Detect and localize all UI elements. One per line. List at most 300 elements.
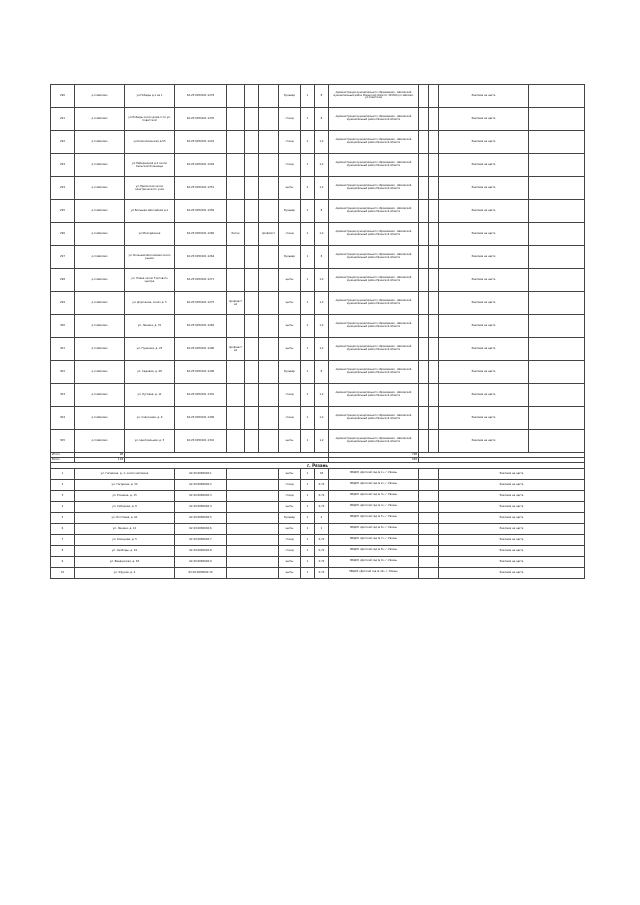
address-cell: ул.Молодёжная bbox=[125, 223, 175, 246]
address-cell: ул. Новая около Торгового центра bbox=[125, 269, 175, 292]
technology-cell bbox=[259, 338, 279, 361]
quantity-cell: 1 bbox=[301, 131, 315, 154]
quantity-cell: 1 bbox=[301, 534, 315, 545]
empty-cell bbox=[529, 154, 585, 177]
empty-cell bbox=[429, 131, 439, 154]
floor-cell bbox=[245, 108, 259, 131]
empty-cell bbox=[419, 200, 429, 223]
row-number-cell: 297 bbox=[51, 246, 75, 269]
empty-cell bbox=[227, 468, 279, 479]
area-cell: 1,2 bbox=[315, 131, 329, 154]
purpose-cell: Реклама на щите bbox=[439, 501, 585, 512]
empty-cell bbox=[419, 567, 439, 578]
quantity-cell: 1 bbox=[301, 479, 315, 490]
empty-cell bbox=[429, 108, 439, 131]
empty-cell bbox=[429, 292, 439, 315]
address-cell: ул.Победы д.1 кв 1 bbox=[125, 85, 175, 108]
quantity-cell: 1 bbox=[301, 108, 315, 131]
technology-cell bbox=[259, 154, 279, 177]
empty-cell bbox=[429, 315, 439, 338]
address-cell: ул. Есенина, д. 15 bbox=[75, 490, 175, 501]
area-cell: 1,2 bbox=[315, 315, 329, 338]
row-number-cell: 298 bbox=[51, 269, 75, 292]
wall-material-cell bbox=[227, 384, 245, 407]
purpose-cell: Реклама на щите bbox=[439, 269, 529, 292]
owner-description-cell: Администрация муниципального образования - Шиловский муниципальный район Рязанской области bbox=[329, 200, 419, 223]
purpose-cell: Реклама на щите bbox=[439, 534, 585, 545]
cadastral-number-cell: 62:25:0050101:1271 bbox=[175, 269, 227, 292]
empty-cell bbox=[419, 223, 429, 246]
settlement-cell: р.п.Шилово bbox=[75, 407, 125, 430]
total-label: Итого bbox=[51, 453, 75, 458]
owner-description-cell: МБДОУ «Детский сад № 5», г. Рязань bbox=[329, 512, 419, 523]
settlement-cell: р.п.Шилово bbox=[75, 384, 125, 407]
row-number-cell: 296 bbox=[51, 223, 75, 246]
sub-rows bbox=[51, 468, 585, 578]
empty-cell bbox=[227, 523, 279, 534]
area-cell: 0,72 bbox=[315, 567, 329, 578]
settlement-cell: р.п.Шилово bbox=[75, 338, 125, 361]
empty-cell bbox=[529, 85, 585, 108]
construction-type-cell: щиты bbox=[279, 292, 301, 315]
quantity-cell: 1 bbox=[301, 338, 315, 361]
technology-cell bbox=[259, 430, 279, 453]
empty-cell bbox=[529, 200, 585, 223]
owner-description-cell: Администрация муниципального образования - Шиловский муниципальный район Рязанской области bbox=[329, 338, 419, 361]
empty-cell bbox=[227, 556, 279, 567]
owner-description-cell: МБДОУ «Детский сад № 2», г. Рязань bbox=[329, 479, 419, 490]
empty-cell bbox=[429, 223, 439, 246]
empty-cell bbox=[529, 246, 585, 269]
table-row bbox=[51, 269, 585, 292]
table-row bbox=[51, 200, 585, 223]
purpose-cell: Реклама на щите bbox=[439, 545, 585, 556]
settlement-cell: р.п.Шилово bbox=[75, 223, 125, 246]
cadastral-number-cell: 62:25:0050101:1290 bbox=[175, 338, 227, 361]
quantity-cell: 1 bbox=[301, 490, 315, 501]
floor-cell bbox=[245, 177, 259, 200]
settlement-cell: р.п.Шилово bbox=[75, 292, 125, 315]
owner-description-cell: Администрация муниципального образования - Шиловский муниципальный район Рязанской области bbox=[329, 246, 419, 269]
construction-type-cell: щиты bbox=[279, 556, 301, 567]
area-cell: 0,72 bbox=[315, 501, 329, 512]
construction-type-cell: стенд bbox=[279, 384, 301, 407]
table-row bbox=[51, 556, 585, 567]
quantity-cell: 1 bbox=[301, 556, 315, 567]
row-number-cell: 303 bbox=[51, 384, 75, 407]
wall-material-cell: бетон bbox=[227, 223, 245, 246]
settlement-cell: р.п.Шилово bbox=[75, 430, 125, 453]
row-number-cell: 7 bbox=[51, 534, 75, 545]
empty-cell bbox=[227, 479, 279, 490]
row-number-cell: 2 bbox=[51, 479, 75, 490]
empty-cell bbox=[529, 292, 585, 315]
empty-cell bbox=[419, 246, 429, 269]
table-row bbox=[51, 479, 585, 490]
total-qty: 98 bbox=[75, 453, 125, 458]
row-number-cell: 294 bbox=[51, 177, 75, 200]
empty-cell bbox=[529, 177, 585, 200]
cadastral-number-cell: 62:29:0080092:7 bbox=[175, 534, 227, 545]
quantity-cell: 1 bbox=[301, 361, 315, 384]
section-title: г. Рязань bbox=[51, 462, 585, 468]
wall-material-cell bbox=[227, 407, 245, 430]
table-row bbox=[51, 338, 585, 361]
area-cell: 1,2 bbox=[315, 269, 329, 292]
purpose-cell: Реклама на щите bbox=[439, 131, 529, 154]
address-cell: ул. Большая Шоссейная около рынка bbox=[125, 246, 175, 269]
row-number-cell: 302 bbox=[51, 361, 75, 384]
row-number-cell: 304 bbox=[51, 407, 75, 430]
area-cell: 1,2 bbox=[315, 223, 329, 246]
settlement-cell: р.п.Шилово bbox=[75, 200, 125, 223]
cadastral-number-cell: 62:25:0050101:1264 bbox=[175, 246, 227, 269]
purpose-cell: Реклама на щите bbox=[439, 479, 585, 490]
empty-cell bbox=[429, 85, 439, 108]
row-number-cell: 299 bbox=[51, 292, 75, 315]
cadastral-number-cell: 62:25:0050101:1275 bbox=[175, 292, 227, 315]
empty-cell bbox=[419, 154, 429, 177]
settlement-cell: р.п.Шилово bbox=[75, 269, 125, 292]
floor-cell bbox=[245, 200, 259, 223]
row-number-cell: 5 bbox=[51, 512, 75, 523]
empty-cell bbox=[529, 108, 585, 131]
purpose-cell: Реклама на щите bbox=[439, 384, 529, 407]
area-cell: 1,2 bbox=[315, 292, 329, 315]
purpose-cell: Реклама на щите bbox=[439, 108, 529, 131]
cadastral-number-cell: 62:29:0080092:8 bbox=[175, 545, 227, 556]
empty-cell bbox=[419, 384, 429, 407]
construction-type-cell: бульвар bbox=[279, 512, 301, 523]
construction-type-cell: щиты bbox=[279, 501, 301, 512]
empty-cell bbox=[429, 384, 439, 407]
area-cell: 0,72 bbox=[315, 490, 329, 501]
address-cell: ул.Комсомольская д.53 bbox=[125, 131, 175, 154]
wall-material-cell bbox=[227, 85, 245, 108]
quantity-cell: 1 bbox=[301, 223, 315, 246]
wall-material-cell bbox=[227, 200, 245, 223]
quantity-cell: 1 bbox=[301, 523, 315, 534]
owner-description-cell: Администрация муниципального образования - Шиловский муниципальный район Рязанской области bbox=[329, 177, 419, 200]
row-number-cell: 292 bbox=[51, 131, 75, 154]
register-table bbox=[50, 84, 585, 579]
wall-material-cell bbox=[227, 315, 245, 338]
floor-cell bbox=[245, 384, 259, 407]
settlement-cell: р.п.Шилово bbox=[75, 85, 125, 108]
empty-cell bbox=[429, 177, 439, 200]
area-cell: 0,72 bbox=[315, 534, 329, 545]
empty-cell bbox=[529, 384, 585, 407]
empty-cell bbox=[529, 131, 585, 154]
cadastral-number-cell: 62:25:0050101:1235 bbox=[175, 108, 227, 131]
owner-description-cell: Администрация муниципального образования - Шиловский муниципальный район Рязанской области bbox=[329, 430, 419, 453]
empty-cell bbox=[227, 545, 279, 556]
cadastral-number-cell: 62:25:0050101:1256 bbox=[175, 200, 227, 223]
cadastral-number-cell: 62:25:0050101:1282 bbox=[175, 315, 227, 338]
empty-cell bbox=[529, 407, 585, 430]
purpose-cell: Реклама на щите bbox=[439, 177, 529, 200]
cadastral-number-cell: 62:25:0050101:1242 bbox=[175, 131, 227, 154]
cadastral-number-cell: 62:29:0080092:6 bbox=[175, 523, 227, 534]
technology-cell bbox=[259, 384, 279, 407]
table-row bbox=[51, 407, 585, 430]
purpose-cell: Реклама на щите bbox=[439, 246, 529, 269]
quantity-cell: 1 bbox=[301, 315, 315, 338]
total-area: 798 bbox=[329, 453, 419, 458]
empty-cell bbox=[419, 545, 439, 556]
area-cell: 1 bbox=[315, 523, 329, 534]
row-number-cell: 4 bbox=[51, 501, 75, 512]
area-cell: 8 bbox=[315, 85, 329, 108]
cadastral-number-cell: 62:25:0050101:1301 bbox=[175, 384, 227, 407]
purpose-cell: Реклама на щите bbox=[439, 85, 529, 108]
empty-cell bbox=[227, 512, 279, 523]
empty-cell bbox=[419, 338, 429, 361]
area-cell: 8 bbox=[315, 108, 329, 131]
cadastral-number-cell: 62:25:0050101:1296 bbox=[175, 361, 227, 384]
construction-type-cell: стенд bbox=[279, 154, 301, 177]
address-cell: ул. Дорожная, около д. 5 bbox=[125, 292, 175, 315]
quantity-cell: 1 bbox=[301, 430, 315, 453]
quantity-cell: 1 bbox=[301, 545, 315, 556]
owner-description-cell: Администрация муниципального образования - Шиловский муниципальный район Рязанской области bbox=[329, 108, 419, 131]
address-cell: ул.Победы около дома 1 по ул. Советской bbox=[125, 108, 175, 131]
floor-cell bbox=[245, 407, 259, 430]
construction-type-cell: бульвар bbox=[279, 200, 301, 223]
empty-cell bbox=[529, 430, 585, 453]
cadastral-number-cell: 62:29:0080092:9 bbox=[175, 556, 227, 567]
cadastral-number-cell: 62:25:0050101:1251 bbox=[175, 177, 227, 200]
technology-cell bbox=[259, 361, 279, 384]
cadastral-number-cell: 62:25:0050101:1233 bbox=[175, 85, 227, 108]
empty-cell bbox=[529, 223, 585, 246]
area-cell: 0,72 bbox=[315, 479, 329, 490]
row-number-cell: 3 bbox=[51, 490, 75, 501]
empty-cell bbox=[419, 490, 439, 501]
construction-type-cell: стенд bbox=[279, 223, 301, 246]
cadastral-number-cell: 62:29:0080092:10 bbox=[175, 567, 227, 578]
quantity-cell: 1 bbox=[301, 407, 315, 430]
technology-cell bbox=[259, 177, 279, 200]
quantity-cell: 1 bbox=[301, 269, 315, 292]
floor-cell bbox=[245, 338, 259, 361]
row-number-cell: 301 bbox=[51, 338, 75, 361]
cadastral-number-cell: 62:25:0050101:1306 bbox=[175, 407, 227, 430]
purpose-cell: Реклама на щите bbox=[439, 567, 585, 578]
address-cell: ул.Приокская около электрического узла bbox=[125, 177, 175, 200]
cadastral-number-cell: 62:29:0080092:4 bbox=[175, 501, 227, 512]
floor-cell bbox=[245, 430, 259, 453]
empty-cell bbox=[429, 200, 439, 223]
address-cell: ул. Совхозная, д. 9 bbox=[125, 407, 175, 430]
address-cell: ул. Введенская, д. 63 bbox=[75, 556, 175, 567]
wall-material-cell: профнастил bbox=[227, 338, 245, 361]
empty-cell bbox=[419, 108, 429, 131]
wall-material-cell bbox=[227, 269, 245, 292]
row-number-cell: 293 bbox=[51, 154, 75, 177]
address-cell: ул. Почтовая, д. 61 bbox=[75, 512, 175, 523]
construction-type-cell: щиты bbox=[279, 315, 301, 338]
owner-description-cell: Администрация муниципального образования - Шиловский муниципальный район Рязанской области bbox=[329, 384, 419, 407]
owner-description-cell: МБДОУ «Детский сад № 7», г. Рязань bbox=[329, 534, 419, 545]
construction-type-cell: стенд bbox=[279, 545, 301, 556]
area-cell: 1,2 bbox=[315, 407, 329, 430]
table-row bbox=[51, 430, 585, 453]
owner-description-cell: Администрация муниципального образования - Шиловский муниципальный район Рязанской области bbox=[329, 154, 419, 177]
empty-cell bbox=[419, 269, 429, 292]
purpose-cell: Реклама на щите bbox=[439, 430, 529, 453]
cadastral-number-cell: 62:29:0080092:1 bbox=[175, 468, 227, 479]
area-cell: 1,2 bbox=[315, 154, 329, 177]
row-number-cell: 291 bbox=[51, 108, 75, 131]
technology-cell bbox=[259, 85, 279, 108]
address-cell: ул. Луговая, д. 11 bbox=[125, 384, 175, 407]
table-row bbox=[51, 177, 585, 200]
settlement-cell: р.п.Шилово bbox=[75, 315, 125, 338]
technology-cell bbox=[259, 315, 279, 338]
purpose-cell: Реклама на щите bbox=[439, 490, 585, 501]
technology-cell bbox=[259, 246, 279, 269]
purpose-cell: Реклама на щите bbox=[439, 315, 529, 338]
floor-cell bbox=[245, 131, 259, 154]
floor-cell bbox=[245, 154, 259, 177]
construction-type-cell: стенд bbox=[279, 108, 301, 131]
empty-cell bbox=[419, 177, 429, 200]
empty-cell bbox=[227, 501, 279, 512]
wall-material-cell bbox=[227, 177, 245, 200]
construction-type-cell: щиты bbox=[279, 523, 301, 534]
grand-total-qty: 118 bbox=[75, 457, 125, 462]
quantity-cell: 1 bbox=[301, 468, 315, 479]
table-row bbox=[51, 292, 585, 315]
table-row bbox=[51, 246, 585, 269]
floor-cell bbox=[245, 315, 259, 338]
settlement-cell: р.п.Шилово bbox=[75, 108, 125, 131]
empty-cell bbox=[419, 430, 429, 453]
empty-cell bbox=[529, 315, 585, 338]
floor-cell bbox=[245, 223, 259, 246]
address-cell: ул. Гагарина, д. 32 bbox=[75, 479, 175, 490]
address-cell: ул.Большая Шоссейная д.1 bbox=[125, 200, 175, 223]
purpose-cell: Реклама на щите bbox=[439, 512, 585, 523]
owner-description-cell: МБДОУ «Детский сад № 4», г. Рязань bbox=[329, 501, 419, 512]
construction-type-cell: стенд bbox=[279, 479, 301, 490]
address-cell: ул. Гагарина, д. 1, около магазина bbox=[75, 468, 175, 479]
area-cell: 4 bbox=[315, 512, 329, 523]
table-row bbox=[51, 361, 585, 384]
purpose-cell: Реклама на щите bbox=[439, 468, 585, 479]
construction-type-cell: бульвар bbox=[279, 85, 301, 108]
empty-cell bbox=[419, 512, 439, 523]
address-cell: ул. Кольцова, д. 5 bbox=[75, 534, 175, 545]
empty-cell bbox=[419, 131, 429, 154]
settlement-cell: р.п.Шилово bbox=[75, 177, 125, 200]
technology-cell bbox=[259, 292, 279, 315]
row-number-cell: 295 bbox=[51, 200, 75, 223]
construction-type-cell: щиты bbox=[279, 430, 301, 453]
table-row bbox=[51, 545, 585, 556]
quantity-cell: 1 bbox=[301, 567, 315, 578]
construction-type-cell: щиты bbox=[279, 269, 301, 292]
quantity-cell: 1 bbox=[301, 512, 315, 523]
address-cell: ул. Фрунзе, д. 4 bbox=[75, 567, 175, 578]
technology-cell bbox=[259, 269, 279, 292]
main-rows bbox=[51, 85, 585, 453]
construction-type-cell: щиты bbox=[279, 177, 301, 200]
table-row bbox=[51, 468, 585, 479]
construction-type-cell: стенд bbox=[279, 407, 301, 430]
quantity-cell: 1 bbox=[301, 85, 315, 108]
table-row bbox=[51, 501, 585, 512]
address-cell: ул.Набережная д.2 около Сельской больницы bbox=[125, 154, 175, 177]
wall-material-cell: профнастил bbox=[227, 292, 245, 315]
owner-description-cell: Администрация муниципального образования - Шиловский муниципальный район Рязанской области bbox=[329, 361, 419, 384]
empty-cell bbox=[429, 407, 439, 430]
row-number-cell: 9 bbox=[51, 556, 75, 567]
quantity-cell: 1 bbox=[301, 501, 315, 512]
cadastral-number-cell: 62:25:0050101:1310 bbox=[175, 430, 227, 453]
row-number-cell: 305 bbox=[51, 430, 75, 453]
empty-cell bbox=[419, 479, 439, 490]
row-number-cell: 300 bbox=[51, 315, 75, 338]
empty-cell bbox=[429, 246, 439, 269]
empty-cell bbox=[227, 490, 279, 501]
totals-rows bbox=[51, 453, 585, 469]
empty-cell bbox=[419, 361, 429, 384]
owner-description-cell: Администрация муниципального образования - Шиловский муниципальный район Рязанской области bbox=[329, 315, 419, 338]
construction-type-cell: стенд bbox=[279, 534, 301, 545]
address-cell: ул. Ленина, д. 12 bbox=[75, 523, 175, 534]
empty-cell bbox=[429, 361, 439, 384]
area-cell: 0,72 bbox=[315, 556, 329, 567]
quantity-cell: 1 bbox=[301, 384, 315, 407]
empty-cell bbox=[419, 407, 429, 430]
address-cell: ул. Пушкина, д. 23 bbox=[125, 338, 175, 361]
area-cell: 1,2 bbox=[315, 430, 329, 453]
technology-cell bbox=[259, 131, 279, 154]
owner-description-cell: Администрация муниципального образования - Шиловский муниципальный район Рязанской области, 391500 р.п.Шилово, ул.Советская bbox=[329, 85, 419, 108]
technology-cell bbox=[259, 200, 279, 223]
wall-material-cell bbox=[227, 154, 245, 177]
empty-cell bbox=[419, 468, 439, 479]
technology-cell: профлист bbox=[259, 223, 279, 246]
spreadsheet-page bbox=[50, 84, 580, 579]
table-row bbox=[51, 512, 585, 523]
wall-material-cell bbox=[227, 131, 245, 154]
construction-type-cell: щиты bbox=[279, 338, 301, 361]
owner-description-cell: МБДОУ «Детский сад № 8», г. Рязань bbox=[329, 545, 419, 556]
floor-cell bbox=[245, 292, 259, 315]
cadastral-number-cell: 62:25:0050101:1249 bbox=[175, 154, 227, 177]
empty-cell bbox=[429, 430, 439, 453]
area-cell: 8 bbox=[315, 200, 329, 223]
quantity-cell: 1 bbox=[301, 200, 315, 223]
purpose-cell: Реклама на щите bbox=[439, 200, 529, 223]
address-cell: ул. Садовая, д. 48 bbox=[125, 361, 175, 384]
owner-description-cell: МБДОУ «Детский сад № 3», г. Рязань bbox=[329, 490, 419, 501]
settlement-cell: р.п.Шилово bbox=[75, 246, 125, 269]
owner-description-cell: Администрация муниципального образования - Шиловский муниципальный район Рязанской области bbox=[329, 292, 419, 315]
empty-cell bbox=[419, 292, 429, 315]
owner-description-cell: МБДОУ «Детский сад № 10», г. Рязань bbox=[329, 567, 419, 578]
empty-cell bbox=[227, 534, 279, 545]
address-cell: ул. Ленина, д. 31 bbox=[125, 315, 175, 338]
construction-type-cell: стенд bbox=[279, 131, 301, 154]
wall-material-cell bbox=[227, 246, 245, 269]
table-row bbox=[51, 534, 585, 545]
quantity-cell: 1 bbox=[301, 292, 315, 315]
floor-cell bbox=[245, 361, 259, 384]
